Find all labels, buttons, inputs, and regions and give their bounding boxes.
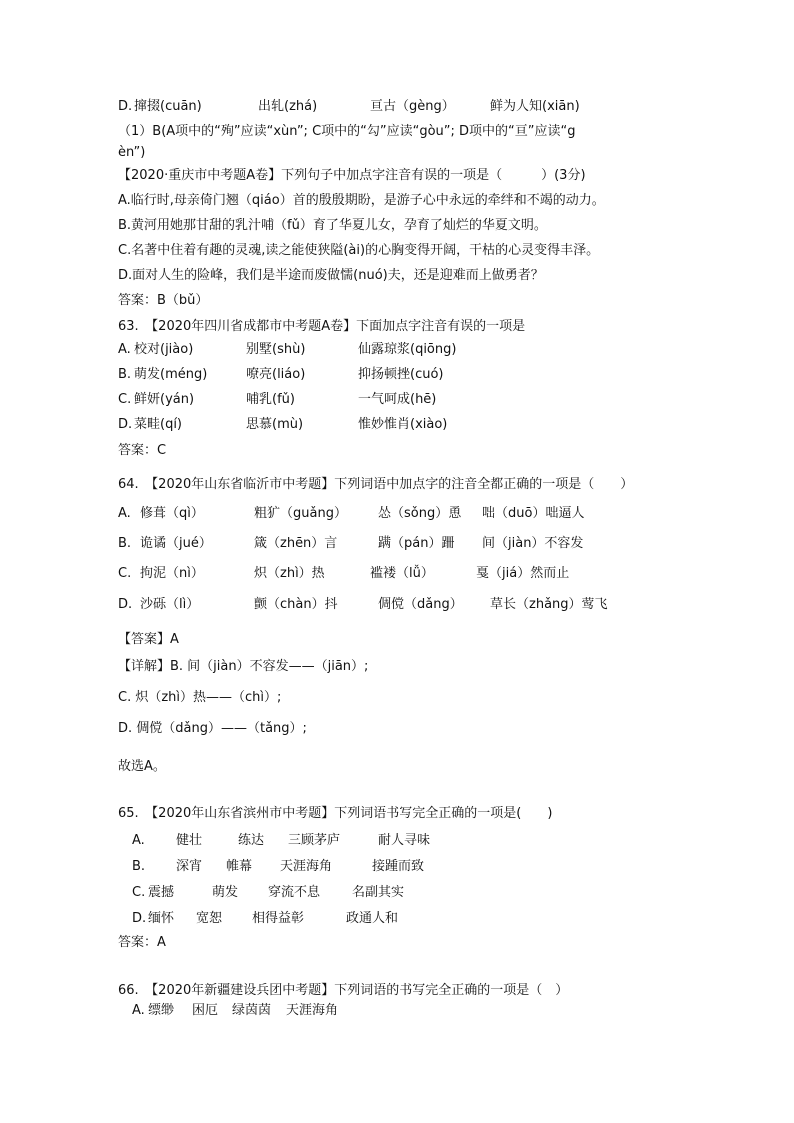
detail-line: D. 倜傥（dǎng）——（tǎng）; — [118, 721, 307, 736]
option-item: 相得益彰 — [252, 911, 305, 926]
option-item: 缥缈 — [148, 1003, 175, 1018]
option-a: A.临行时,母亲倚门翘（qiáo）首的殷殷期盼，是游子心中永远的牵绊和不竭的动力。 — [118, 193, 605, 208]
prev-answer-explanation: （1）B(A项中的“殉”应读“xùn”; C项中的“勾”应读“gòu”; D项中的“亘”应读“g — [118, 124, 576, 139]
answer: 答案：A — [118, 935, 166, 950]
option-item: 耐人寻味 — [378, 833, 431, 848]
option-label: B. — [118, 367, 132, 382]
option-item: 缅怀 — [148, 911, 175, 926]
option-item: 撺掇(cuān) — [134, 99, 202, 114]
option-item: 颤（chàn）抖 — [254, 597, 338, 612]
option-item: 咄（duō）咄逼人 — [482, 506, 585, 521]
option-item: 天涯海角 — [286, 1003, 339, 1018]
option-label: A. — [132, 1003, 145, 1018]
option-item: 粗犷（guǎng） — [254, 506, 347, 521]
option-item: 沙砾（lì） — [140, 597, 200, 612]
option-label: D. — [118, 417, 133, 432]
option-item: 仙露琼浆(qiōng) — [358, 342, 457, 357]
option-item: 菜畦(qí) — [134, 417, 183, 432]
option-item: 出轧(zhá) — [258, 99, 318, 114]
detail-line: 【详解】B. 间（jiàn）不容发——（jiān）; — [118, 659, 369, 674]
option-item: 亘古（gèng） — [370, 99, 455, 114]
detail-line: C. 炽（zhì）热——（chì）; — [118, 690, 282, 705]
question-title: 66. 【2020年新疆建设兵团中考题】下列词语的书写完全正确的一项是（ ） — [118, 983, 569, 998]
option-item: 政通人和 — [346, 911, 399, 926]
option-item: 穿流不息 — [268, 885, 321, 900]
option-label: A. — [118, 342, 131, 357]
answer: 【答案】A — [118, 632, 179, 647]
option-item: 箴（zhēn）言 — [254, 536, 338, 551]
option-b: B.黄河用她那甘甜的乳汁哺（fǔ）育了华夏儿女，孕育了灿烂的华夏文明。 — [118, 218, 547, 233]
option-label: C. — [118, 566, 132, 581]
option-label: C. — [132, 885, 146, 900]
question-title: 64. 【2020年山东省临沂市中考题】下列词语中加点字的注音全都正确的一项是（ ） — [118, 477, 634, 492]
option-label: D. — [118, 99, 133, 114]
option-item: 间（jiàn）不容发 — [482, 536, 584, 551]
option-item: 戛（jiá）然而止 — [476, 566, 570, 581]
option-item: 拘泥（nì） — [140, 566, 204, 581]
option-item: 接踵而致 — [372, 859, 425, 874]
option-c: C.名著中住着有趣的灵魂,读之能使狭隘(ài)的心胸变得开阔，干枯的心灵变得丰泽。 — [118, 243, 600, 258]
question-title: 63. 【2020年四川省成都市中考题A卷】下面加点字注音有误的一项是 — [118, 319, 526, 334]
option-item: 鲜为人知(xiān) — [490, 99, 580, 114]
option-item: 别墅(shù) — [246, 342, 306, 357]
option-label: B. — [132, 859, 146, 874]
option-item: 一气呵成(hē) — [358, 392, 437, 407]
option-label: A. — [132, 833, 145, 848]
option-item: 萌发 — [212, 885, 239, 900]
option-item: 深宵 — [176, 859, 203, 874]
option-d: D.面对人生的险峰，我们是半途而废做懦(nuó)夫，还是迎难而上做勇者？ — [118, 268, 544, 283]
option-item: 倜傥（dǎng） — [378, 597, 463, 612]
option-item: 天涯海角 — [280, 859, 333, 874]
option-item: 帷幕 — [226, 859, 253, 874]
prev-answer-explanation-cont: èn”) — [118, 145, 146, 160]
option-item: 健壮 — [176, 833, 203, 848]
option-item: 名副其实 — [352, 885, 405, 900]
question-title: 【2020·重庆市中考题A卷】下列句子中加点字注音有误的一项是（ ）(3分) — [118, 168, 586, 183]
option-item: 三顾茅庐 — [288, 833, 341, 848]
option-item: 思慕(mù) — [246, 417, 304, 432]
option-item: 修葺（qì） — [140, 506, 204, 521]
option-item: 炽（zhì）热 — [254, 566, 325, 581]
option-item: 惟妙惟肖(xiào) — [358, 417, 448, 432]
option-item: 草长（zhǎng）莺飞 — [490, 597, 608, 612]
option-label: C. — [118, 392, 132, 407]
option-item: 褴褛（lǚ） — [370, 566, 434, 581]
option-item: 抑扬顿挫(cuó) — [358, 367, 444, 382]
option-item: 鲜妍(yán) — [134, 392, 195, 407]
option-label: A. — [118, 506, 131, 521]
answer: 答案：C — [118, 443, 167, 458]
option-item: 蹒（pán）跚 — [378, 536, 455, 551]
option-item: 哺乳(fǔ) — [246, 392, 295, 407]
option-item: 绿茵茵 — [232, 1003, 272, 1018]
option-label: D. — [132, 911, 147, 926]
option-item: 嘹亮(liáo) — [246, 367, 306, 382]
option-item: 震撼 — [148, 885, 175, 900]
option-label: D. — [118, 597, 133, 612]
option-item: 萌发(méng) — [134, 367, 208, 382]
answer: 答案：B（bǔ） — [118, 293, 209, 308]
option-item: 困厄 — [192, 1003, 219, 1018]
option-item: 诡谲（jué） — [140, 536, 212, 551]
option-item: 宽恕 — [196, 911, 223, 926]
conclusion: 故选A。 — [118, 759, 166, 774]
option-item: 校对(jiào) — [134, 342, 194, 357]
option-label: B. — [118, 536, 132, 551]
question-title: 65. 【2020年山东省滨州市中考题】下列词语书写完全正确的一项是( ) — [118, 806, 553, 821]
option-item: 练达 — [238, 833, 265, 848]
option-item: 怂（sǒng）恿 — [378, 506, 462, 521]
